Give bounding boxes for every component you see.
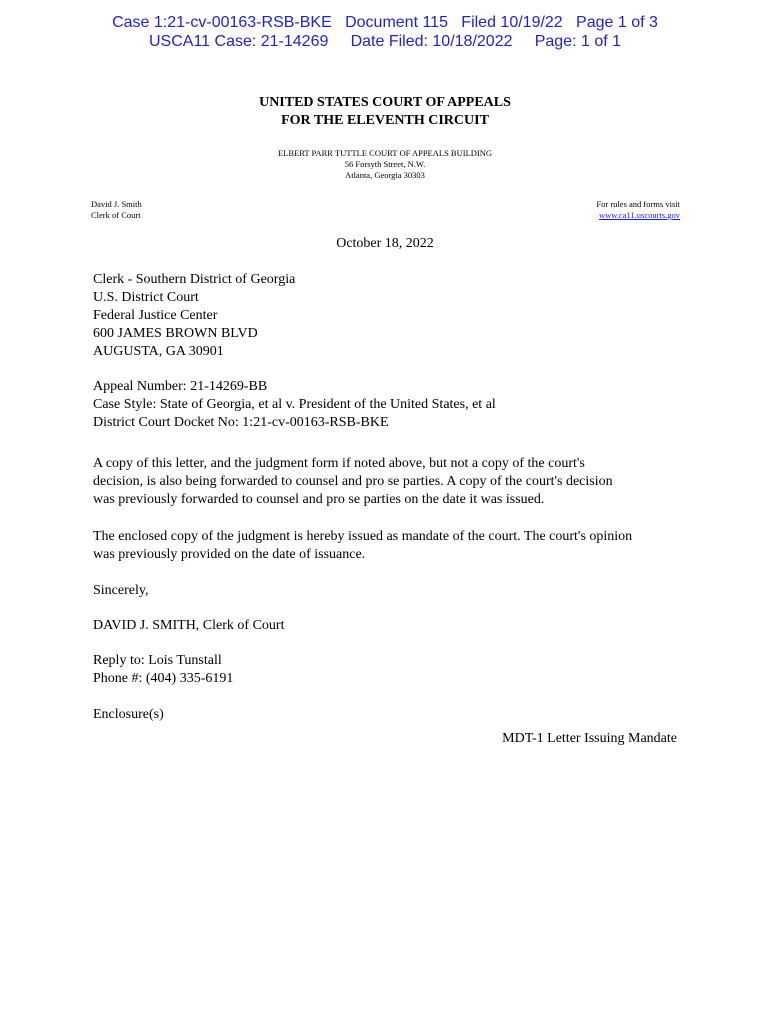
paragraph-line: The enclosed copy of the judgment is hereby issued as mandate of the court. The court's opinion bbox=[93, 529, 633, 544]
mandate-paragraph bbox=[93, 528, 693, 564]
paragraph-line: decision, is also being forwarded to counsel and pro se parties. A copy of the court's decision bbox=[93, 474, 613, 489]
paragraph-line: was previously provided on the date of issuance. bbox=[93, 547, 366, 562]
filing-stamp-appeals: USCA11 Case: 21-14269 Date Filed: 10/18/2022 Page: 1 of 1 bbox=[149, 33, 621, 50]
recipient-line: 600 JAMES BROWN BLVD bbox=[93, 326, 258, 341]
recipient-line: Clerk - Southern District of Georgia bbox=[93, 272, 296, 287]
district-docket-number: District Court Docket No: 1:21-cv-00163-RSB-BKE bbox=[93, 415, 389, 430]
court-city: Atlanta, Georgia 30303 bbox=[345, 170, 425, 180]
enclosure-note bbox=[93, 706, 693, 724]
case-info bbox=[93, 378, 693, 432]
case-style: Case Style: State of Georgia, et al v. President of the United States, et al bbox=[93, 397, 496, 412]
court-website-link[interactable]: www.ca11.uscourts.gov bbox=[598, 210, 680, 220]
enclosure-text: Enclosure(s) bbox=[93, 707, 164, 722]
form-identifier: MDT-1 Letter Issuing Mandate bbox=[502, 731, 677, 746]
notice-paragraph bbox=[93, 455, 693, 509]
paragraph-line: was previously forwarded to counsel and pro se parties on the date it was issued. bbox=[93, 492, 545, 507]
contact-block bbox=[93, 652, 693, 688]
court-building-name: ELBERT PARR TUTTLE COURT OF APPEALS BUILDING bbox=[277, 148, 493, 158]
court-street: 56 Forsyth Street, N.W. bbox=[344, 159, 426, 169]
court-title-line2: FOR THE ELEVENTH CIRCUIT bbox=[281, 113, 489, 128]
recipient-line: AUGUSTA, GA 30901 bbox=[93, 344, 224, 359]
court-title-line1: UNITED STATES COURT OF APPEALS bbox=[259, 95, 511, 110]
rules-forms-text: For rules and forms visit bbox=[596, 199, 680, 209]
signature-block bbox=[93, 617, 693, 635]
signer-name: DAVID J. SMITH, Clerk of Court bbox=[93, 618, 285, 633]
recipient-address bbox=[93, 271, 693, 361]
closing-text: Sincerely, bbox=[93, 583, 149, 598]
appeal-number: Appeal Number: 21-14269-BB bbox=[93, 379, 268, 394]
clerk-title: Clerk of Court bbox=[91, 210, 141, 220]
reply-to: Reply to: Lois Tunstall bbox=[93, 653, 222, 668]
phone-number: Phone #: (404) 335-6191 bbox=[93, 671, 234, 686]
closing bbox=[93, 582, 693, 600]
paragraph-line: A copy of this letter, and the judgment form if noted above, but not a copy of the court's bbox=[93, 456, 585, 471]
recipient-line: U.S. District Court bbox=[93, 290, 199, 305]
filing-stamp-district: Case 1:21-cv-00163-RSB-BKE Document 115 Filed 10/19/22 Page 1 of 3 bbox=[112, 14, 658, 31]
recipient-line: Federal Justice Center bbox=[93, 308, 218, 323]
letter-date: October 18, 2022 bbox=[336, 236, 434, 251]
clerk-name: David J. Smith bbox=[91, 199, 142, 209]
